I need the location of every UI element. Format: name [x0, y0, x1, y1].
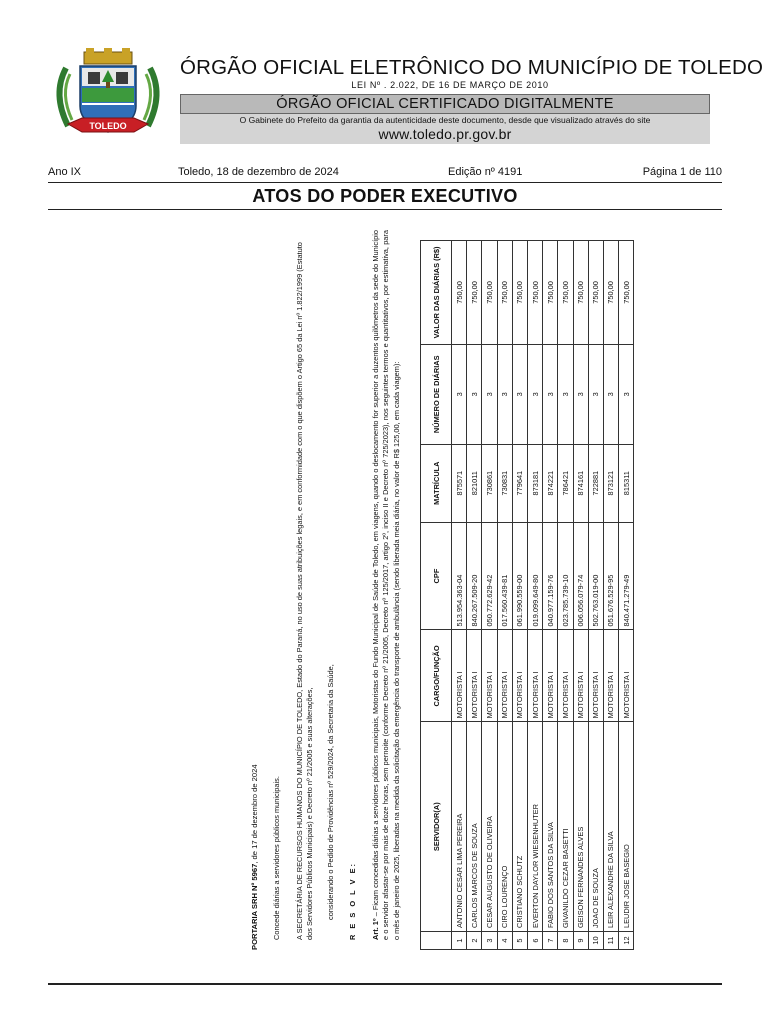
portaria-body [250, 230, 630, 950]
servants-table [420, 240, 634, 950]
row-number-cell: 8 [558, 932, 573, 950]
article-label: Art. 1º [371, 918, 380, 940]
certification-description [180, 114, 710, 144]
diarias-count-cell: 3 [482, 344, 497, 444]
diarias-value-cell: 750,00 [573, 241, 588, 345]
role-cell: MOTORISTA I [543, 630, 558, 722]
date-label: Toledo, 18 de dezembro de 2024 [178, 166, 339, 178]
column-header: VALOR DAS DIÁRIAS (R$) [421, 241, 452, 345]
role-cell: MOTORISTA I [512, 630, 527, 722]
table-row [588, 241, 603, 950]
column-header [421, 932, 452, 950]
diarias-value-cell: 750,00 [512, 241, 527, 345]
cpf-cell: 017.560.439-81 [497, 522, 512, 630]
servant-name-cell: EVERTON DAYLOR WIESENHUTER [527, 722, 542, 932]
role-cell: MOTORISTA I [527, 630, 542, 722]
diarias-value-cell: 750,00 [467, 241, 482, 345]
diarias-value-cell: 750,00 [543, 241, 558, 345]
table-header-row [421, 241, 452, 950]
diarias-value-cell: 750,00 [497, 241, 512, 345]
cpf-cell: 006.056.079-74 [573, 522, 588, 630]
cpf-cell: 513.954.363-04 [452, 522, 467, 630]
diarias-count-cell: 3 [527, 344, 542, 444]
diarias-count-cell: 3 [558, 344, 573, 444]
cpf-cell: 840.471.279-49 [619, 522, 634, 630]
municipal-coat-of-arms-icon [48, 48, 168, 140]
row-number-cell: 6 [527, 932, 542, 950]
diarias-value-cell: 750,00 [588, 241, 603, 345]
table-row [527, 241, 542, 950]
table-row [558, 241, 573, 950]
cpf-cell: 840.267.509-20 [467, 522, 482, 630]
section-title: ATOS DO PODER EXECUTIVO [252, 186, 518, 206]
table-row [619, 241, 634, 950]
table-row [467, 241, 482, 950]
table-row [512, 241, 527, 950]
edition-info-row [48, 166, 722, 180]
servant-name-cell: CARLOS MARCOS DE SOUZA [467, 722, 482, 932]
registration-cell: 873181 [527, 444, 542, 522]
diarias-value-cell: 750,00 [603, 241, 618, 345]
registration-cell: 730861 [482, 444, 497, 522]
registration-cell: 722881 [588, 444, 603, 522]
diarias-count-cell: 3 [619, 344, 634, 444]
servant-name-cell: GIVANILDO CEZAR BASETTI [558, 722, 573, 932]
certification-text: O Gabinete do Prefeito da garantia da autenticidade deste documento, desde que visualizado através do site [239, 115, 651, 125]
cpf-cell: 502.763.019-00 [588, 522, 603, 630]
year-label: Ano IX [48, 166, 82, 178]
servant-name-cell: JOAO DE SOUZA [588, 722, 603, 932]
article-1 [371, 230, 402, 940]
role-cell: MOTORISTA I [619, 630, 634, 722]
registration-cell: 815311 [619, 444, 634, 522]
role-cell: MOTORISTA I [573, 630, 588, 722]
registration-cell: 875571 [452, 444, 467, 522]
role-cell: MOTORISTA I [588, 630, 603, 722]
portaria-date: , de 17 de dezembro de 2024 [250, 764, 259, 864]
table-row [543, 241, 558, 950]
role-cell: MOTORISTA I [482, 630, 497, 722]
portaria-preamble: A SECRETÁRIA DE RECURSOS HUMANOS DO MUNICÍPIO DE TOLEDO, Estado do Paraná, no uso de suas atribuições legais, e em conformidade com o que dispõem o Artigo 65 da Lei nº 1.822/1999 (Estatuto dos Servidores Públicos Municipais) e Decreto nº 21/2005 e suas alterações, [295, 242, 315, 940]
diarias-count-cell: 3 [497, 344, 512, 444]
registration-cell: 786421 [558, 444, 573, 522]
diarias-count-cell: 3 [588, 344, 603, 444]
row-number-cell: 9 [573, 932, 588, 950]
registration-cell: 873121 [603, 444, 618, 522]
row-number-cell: 4 [497, 932, 512, 950]
portaria-resolve: R E S O L V E: [348, 862, 357, 940]
role-cell: MOTORISTA I [467, 630, 482, 722]
column-header: CARGO/FUNÇÃO [421, 630, 452, 722]
gazette-title: ÓRGÃO OFICIAL ELETRÔNICO DO MUNICÍPIO DE TOLEDO [180, 56, 764, 79]
row-number-cell: 3 [482, 932, 497, 950]
role-cell: MOTORISTA I [497, 630, 512, 722]
table-row [452, 241, 467, 950]
servant-name-cell: LEUDIR JOSE BASEGIO [619, 722, 634, 932]
servant-name-cell: GEISON FERNANDES ALVES [573, 722, 588, 932]
diarias-value-cell: 750,00 [527, 241, 542, 345]
column-header: NÚMERO DE DIÁRIAS [421, 344, 452, 444]
registration-cell: 874161 [573, 444, 588, 522]
diarias-value-cell: 750,00 [452, 241, 467, 345]
gazette-law-reference: LEI Nº . 2.022, DE 16 DE MARÇO DE 2010 [351, 80, 549, 90]
diarias-count-cell: 3 [452, 344, 467, 444]
cpf-cell: 050.772.629-42 [482, 522, 497, 630]
column-header: SERVIDOR(A) [421, 722, 452, 932]
row-number-cell: 1 [452, 932, 467, 950]
divider [48, 209, 722, 210]
portaria-considerando: considerando o Pedido de Providências nº 529/2024, da Secretaria da Saúde, [326, 664, 335, 920]
row-number-cell: 11 [603, 932, 618, 950]
footer-divider [48, 983, 722, 985]
servant-name-cell: ANTONIO CESAR LIMA PEREIRA [452, 722, 467, 932]
column-header: MATRÍCULA [421, 444, 452, 522]
row-number-cell: 2 [467, 932, 482, 950]
cpf-cell: 061.990.559-00 [512, 522, 527, 630]
page-label: Página 1 de 110 [642, 166, 722, 178]
row-number-cell: 12 [619, 932, 634, 950]
registration-cell: 874221 [543, 444, 558, 522]
diarias-value-cell: 750,00 [619, 241, 634, 345]
row-number-cell: 5 [512, 932, 527, 950]
table-row [573, 241, 588, 950]
portaria-title: PORTARIA SRH Nº 5967 [250, 863, 259, 950]
servant-name-cell: FABIO DOS SANTOS DA SILVA [543, 722, 558, 932]
divider [48, 182, 722, 183]
registration-cell: 730831 [497, 444, 512, 522]
website-link[interactable]: www.toledo.pr.gov.br [378, 126, 512, 142]
table-row [482, 241, 497, 950]
servant-name-cell: CESAR AUGUSTO DE OLIVEIRA [482, 722, 497, 932]
article-text: – Ficam concedidas diárias a servidores públicos municipais, Motoristas do Fundo Municipal de Saúde de Toledo, em viagens, quando o deslocamento for superior a duzentos quilômetros da sede do Município e o servidor afastar-se por mais de doze horas, sem pernoite (conforme Decreto nº 21/2005, Decreto nº 125/2017, artigo 2º, inciso II e Decreto nº 725/2023), nos seguintes termos e quantitativos, por estimativa, para o mês de janeiro de 2025, liberadas na medida da solicitação da emergência do transporte de ambulância (sendo liberada meia diária, no valor de R$ 125,00, em cada viagem): [371, 230, 401, 940]
role-cell: MOTORISTA I [452, 630, 467, 722]
role-cell: MOTORISTA I [603, 630, 618, 722]
registration-cell: 821011 [467, 444, 482, 522]
diarias-count-cell: 3 [512, 344, 527, 444]
servant-name-cell: CRISTIANO SCHUTZ [512, 722, 527, 932]
table-row [603, 241, 618, 950]
cpf-cell: 019.099.649-80 [527, 522, 542, 630]
diarias-value-cell: 750,00 [482, 241, 497, 345]
table-row [497, 241, 512, 950]
registration-cell: 779641 [512, 444, 527, 522]
diarias-count-cell: 3 [543, 344, 558, 444]
diarias-count-cell: 3 [573, 344, 588, 444]
servant-name-cell: LEIR ALEXANDRE DA SILVA [603, 722, 618, 932]
edition-label: Edição nº 4191 [448, 166, 523, 178]
cpf-cell: 040.977.159-76 [543, 522, 558, 630]
crest-ribbon-label: TOLEDO [89, 121, 127, 131]
role-cell: MOTORISTA I [558, 630, 573, 722]
portaria-heading [250, 764, 260, 950]
cpf-cell: 051.676.529-95 [603, 522, 618, 630]
diarias-count-cell: 3 [603, 344, 618, 444]
cpf-cell: 023.785.739-10 [558, 522, 573, 630]
column-header: CPF [421, 522, 452, 630]
diarias-value-cell: 750,00 [558, 241, 573, 345]
portaria-summary: Concede diárias a servidores públicos municipais. [272, 776, 281, 940]
certification-banner: ÓRGÃO OFICIAL CERTIFICADO DIGITALMENTE [180, 94, 710, 114]
diarias-count-cell: 3 [467, 344, 482, 444]
row-number-cell: 10 [588, 932, 603, 950]
row-number-cell: 7 [543, 932, 558, 950]
servant-name-cell: CIRO LOURENÇO [497, 722, 512, 932]
